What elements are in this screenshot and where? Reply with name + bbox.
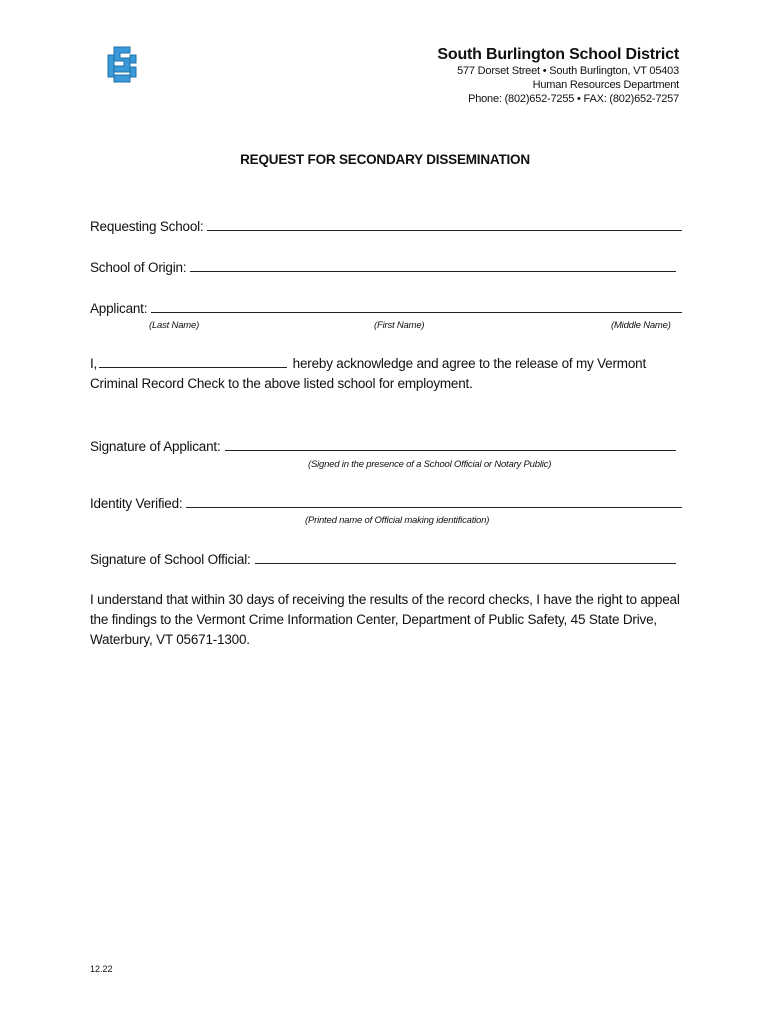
applicant-name-blank[interactable] [99,355,287,368]
school-official-signature-field [90,549,676,567]
applicant-signature-note: (Signed in the presence of a School Official or Notary Public) [308,459,552,470]
acknowledgement-text: hereby acknowledge and agree to the release of my Vermont Criminal Record Check to the above listed school for employment. [90,356,646,391]
requesting-school-field [90,216,682,234]
school-official-signature-line[interactable] [255,551,676,564]
identity-verified-field [90,493,682,511]
phone-fax-line: Phone: (802)652-7255 • FAX: (802)652-7257 [468,93,679,105]
middle-name-caption: (Middle Name) [611,320,671,331]
school-of-origin-label: School of Origin: [90,260,187,275]
department-line: Human Resources Department [532,79,679,91]
applicant-input-line[interactable] [151,300,682,313]
sb-monogram-logo [104,45,140,85]
acknowledgement-paragraph [90,354,650,394]
school-official-signature-label: Signature of School Official: [90,552,251,567]
last-name-caption: (Last Name) [149,320,200,331]
first-name-caption: (First Name) [374,320,425,331]
identity-verified-note: (Printed name of Official making identification) [305,515,490,526]
requesting-school-input-line[interactable] [207,218,682,231]
letterhead [437,46,679,106]
document-title: REQUEST FOR SECONDARY DISSEMINATION [240,152,530,167]
applicant-signature-line[interactable] [225,438,677,451]
district-name: South Burlington School District [437,46,679,63]
address-line: 577 Dorset Street • South Burlington, VT 05403 [457,65,679,77]
school-of-origin-field [90,257,676,275]
school-of-origin-input-line[interactable] [190,259,676,272]
revision-code: 12.22 [90,964,113,974]
applicant-label: Applicant: [90,301,148,316]
identity-verified-label: Identity Verified: [90,496,183,511]
identity-verified-line[interactable] [186,495,682,508]
applicant-signature-label: Signature of Applicant: [90,439,221,454]
requesting-school-label: Requesting School: [90,219,204,234]
acknowledgement-prefix: I, [90,356,98,371]
applicant-field [90,298,682,316]
applicant-signature-field [90,436,676,454]
appeal-paragraph: I understand that within 30 days of receiving the results of the record checks, I have the right to appeal the findings to the Vermont Crime Information Center, Department of Public Safety, 45 State Drive, Waterbury, VT 05671-1300. [90,592,680,647]
